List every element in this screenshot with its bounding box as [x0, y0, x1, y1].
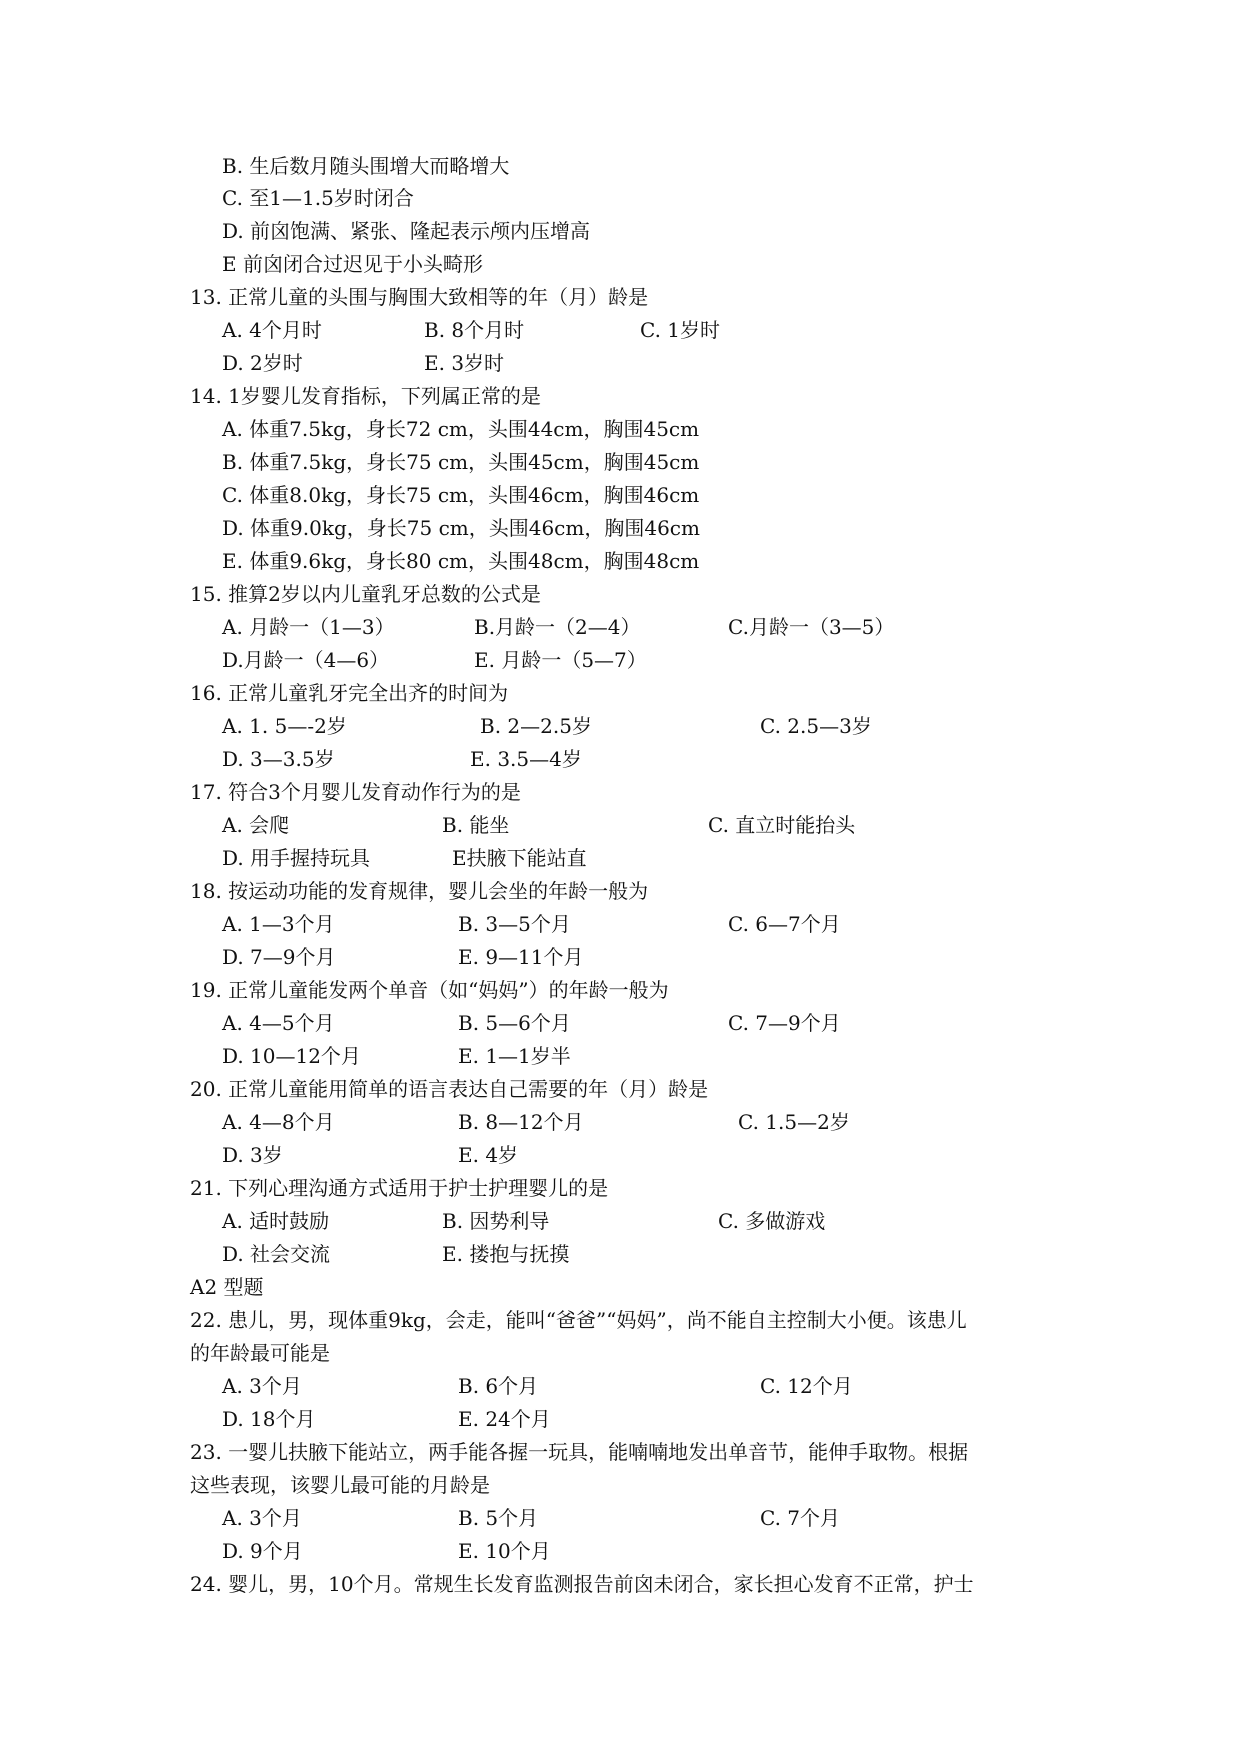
option-line: A. 4—5个月: [222, 1011, 335, 1035]
option-line: D. 体重9.0kg，身长75 cm，头围46cm，胸围46cm: [222, 516, 700, 540]
option-line: E. 3岁时: [424, 351, 505, 375]
option-line: D. 2岁时: [222, 351, 303, 375]
option-line: E扶腋下能站直: [452, 846, 587, 870]
option-line: B. 因势利导: [442, 1209, 550, 1233]
question-17: 17. 符合3个月婴儿发育动作行为的是: [190, 780, 521, 804]
option-line: B. 6个月: [458, 1374, 539, 1398]
option-line: A. 4—8个月: [222, 1110, 335, 1134]
option-line: E. 4岁: [458, 1143, 519, 1167]
option-line: C. 多做游戏: [718, 1209, 826, 1233]
option-line: E. 24个月: [458, 1407, 551, 1431]
question-18: 18. 按运动功能的发育规律，婴儿会坐的年龄一般为: [190, 879, 649, 903]
option-line: C. 7—9个月: [728, 1011, 841, 1035]
option-line: C. 12个月: [760, 1374, 853, 1398]
option-line: C. 7个月: [760, 1506, 841, 1530]
option-line: E. 1—1岁半: [458, 1044, 571, 1068]
option-line: B. 5个月: [458, 1506, 539, 1530]
option-line: B. 2—2.5岁: [480, 714, 592, 738]
option-line: E. 搂抱与抚摸: [442, 1242, 570, 1266]
option-line: E. 9—11个月: [458, 945, 584, 969]
option-line: A. 3个月: [222, 1506, 302, 1530]
question-21: 21. 下列心理沟通方式适用于护士护理婴儿的是: [190, 1176, 609, 1200]
option-line: B. 3—5个月: [458, 912, 571, 936]
option-line: A. 会爬: [222, 813, 290, 837]
option-line: A. 适时鼓励: [222, 1209, 330, 1233]
option-line: E 前囟闭合过迟见于小头畸形: [222, 252, 483, 276]
question-20: 20. 正常儿童能用简单的语言表达自己需要的年（月）龄是: [190, 1077, 709, 1101]
option-line: C. 2.5—3岁: [760, 714, 872, 738]
option-line: B. 生后数月随头围增大而略增大: [222, 154, 510, 178]
option-line: B. 8个月时: [424, 318, 525, 342]
option-line: A. 4个月时: [222, 318, 322, 342]
question-15: 15. 推算2岁以内儿童乳牙总数的公式是: [190, 582, 541, 606]
option-line: D. 3岁: [222, 1143, 283, 1167]
option-line: A. 体重7.5kg，身长72 cm，头围44cm，胸围45cm: [222, 417, 700, 441]
option-line: C. 至1—1.5岁时闭合: [222, 186, 414, 210]
option-line: C.月龄一（3—5）: [728, 615, 895, 639]
option-line: B. 体重7.5kg，身长75 cm，头围45cm，胸围45cm: [222, 450, 700, 474]
option-line: D. 用手握持玩具: [222, 846, 371, 870]
option-line: B. 5—6个月: [458, 1011, 571, 1035]
question-13: 13. 正常儿童的头围与胸围大致相等的年（月）龄是: [190, 285, 649, 309]
option-line: C. 体重8.0kg，身长75 cm，头围46cm，胸围46cm: [222, 483, 700, 507]
option-line: D. 10—12个月: [222, 1044, 361, 1068]
option-line: C. 直立时能抬头: [708, 813, 856, 837]
option-line: D.月龄一（4—6）: [222, 648, 390, 672]
option-line: A. 1—3个月: [222, 912, 335, 936]
option-line: E. 10个月: [458, 1539, 551, 1563]
option-line: C. 1.5—2岁: [738, 1110, 850, 1134]
option-line: D. 9个月: [222, 1539, 303, 1563]
option-line: A. 月龄一（1—3）: [222, 615, 395, 639]
option-line: D. 前囟饱满、紧张、隆起表示颅内压增高: [222, 219, 591, 243]
question-22-continued: 的年龄最可能是: [190, 1341, 330, 1365]
question-23: 23. 一婴儿扶腋下能站立，两手能各握一玩具，能喃喃地发出单音节，能伸手取物。根据: [190, 1440, 969, 1464]
option-line: E. 体重9.6kg，身长80 cm，头围48cm，胸围48cm: [222, 549, 700, 573]
option-line: C. 1岁时: [640, 318, 721, 342]
option-line: B. 8—12个月: [458, 1110, 584, 1134]
question-14: 14. 1岁婴儿发育指标，下列属正常的是: [190, 384, 541, 408]
question-23-continued: 这些表现，该婴儿最可能的月龄是: [190, 1473, 490, 1497]
option-line: E. 3.5—4岁: [470, 747, 582, 771]
option-line: C. 6—7个月: [728, 912, 841, 936]
section-heading: A2 型题: [190, 1275, 264, 1299]
option-line: A. 3个月: [222, 1374, 302, 1398]
option-line: D. 3—3.5岁: [222, 747, 335, 771]
question-19: 19. 正常儿童能发两个单音（如“妈妈”）的年龄一般为: [190, 978, 669, 1002]
option-line: B. 能坐: [442, 813, 510, 837]
option-line: D. 7—9个月: [222, 945, 336, 969]
option-line: E. 月龄一（5—7）: [474, 648, 647, 672]
option-line: B.月龄一（2—4）: [474, 615, 641, 639]
question-22: 22. 患儿，男，现体重9kg，会走，能叫“爸爸”“妈妈”，尚不能自主控制大小便。该患儿: [190, 1308, 967, 1332]
option-line: D. 18个月: [222, 1407, 316, 1431]
option-line: D. 社会交流: [222, 1242, 331, 1266]
option-line: A. 1. 5—-2岁: [222, 714, 347, 738]
question-16: 16. 正常儿童乳牙完全出齐的时间为: [190, 681, 509, 705]
question-24: 24. 婴儿，男，10个月。常规生长发育监测报告前囟未闭合，家长担心发育不正常，护士: [190, 1572, 974, 1596]
